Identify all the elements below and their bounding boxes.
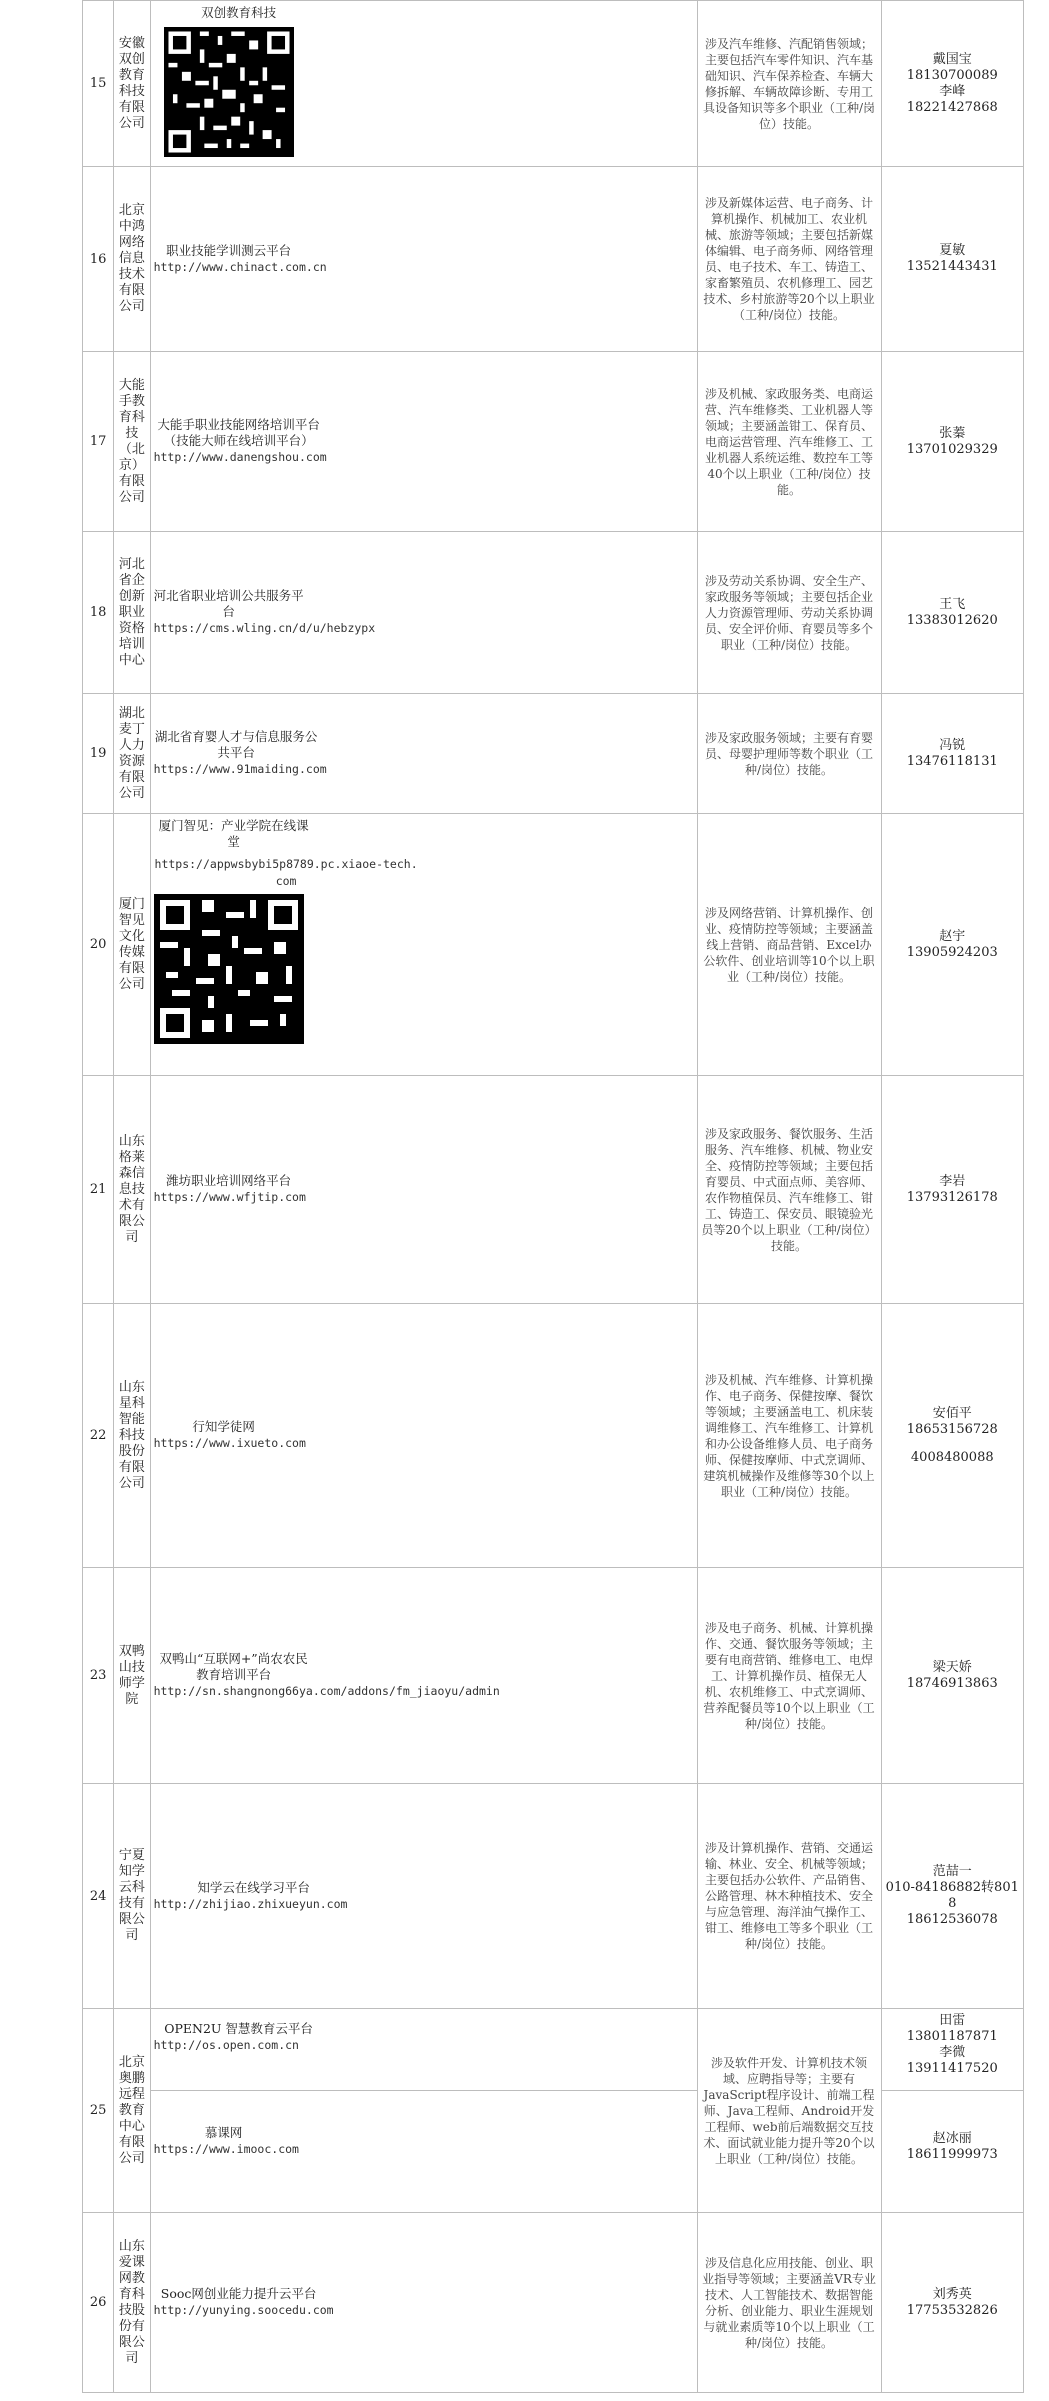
contact-phone: 13701029329	[906, 441, 998, 457]
platform-cell	[150, 1784, 697, 2009]
table-row	[83, 1568, 1024, 1784]
contact-phone: 13521443431	[906, 259, 998, 274]
training-scope: 涉及电子商务、机械、计算机操作、交通、餐饮服务等领域；主要有电商营销、维修电工、电焊工、计算机操作员、植保无人机、农机维修工、中式烹调师、营养配餐员等10个以上职业（工种/岗位）技能。	[697, 1568, 881, 1784]
platform-name: 河北省职业培训公共服务平台	[153, 588, 304, 619]
platform-url[interactable]: http://yunying.soocedu.com	[153, 2303, 334, 2317]
row-number: 22	[83, 1304, 114, 1568]
contact-cell	[881, 1076, 1023, 1304]
contact-cell	[881, 352, 1023, 532]
contact-name: 刘秀英	[932, 2286, 972, 2302]
platform-url[interactable]: http://www.danengshou.com	[153, 450, 327, 464]
platform-name: 行知学徒网	[192, 1419, 255, 1434]
platform-cell	[150, 1568, 697, 1784]
contact-cell	[881, 814, 1023, 1076]
platform-cell	[150, 532, 697, 694]
platform-url[interactable]: https://www.91maiding.com	[153, 762, 327, 776]
org-name: 双鸭山技师学院	[114, 1568, 150, 1784]
training-scope: 涉及网络营销、计算机操作、创业、疫情防控等领域；主要涵盖线上营销、商品营销、Excel办公软件、创业培训等10个以上职业（工种/岗位）技能。	[697, 814, 881, 1076]
platform-entry	[151, 2009, 697, 2090]
table-row	[83, 814, 1024, 1076]
row-number: 19	[83, 694, 114, 814]
platform-cell	[150, 814, 697, 1076]
contact-name: 李峰	[939, 83, 966, 99]
training-scope: 涉及信息化应用技能、创业、职业指导等领域；主要涵盖VR专业技术、人工智能技术、数据智能分析、创业能力、职业生涯规划与就业素质等10个以上职业（工种/岗位）技能。	[697, 2213, 881, 2393]
contact-phone: 13476118131	[906, 753, 998, 769]
platform-url[interactable]: http://sn.shangnong66ya.com/addons/fm_jiaoyu/admin	[153, 1684, 500, 1698]
contact-name: 赵冰丽	[932, 2131, 972, 2146]
org-name: 河北省企创新职业资格培训中心	[114, 532, 150, 694]
contact-group	[882, 2090, 1023, 2212]
platform-name: 潍坊职业培训网络平台	[166, 1173, 292, 1188]
platform-cell	[150, 1076, 697, 1304]
org-name: 厦门智见文化传媒有限公司	[114, 814, 150, 1076]
platform-name: 双创教育科技	[201, 5, 277, 20]
platform-url[interactable]: https://www.wfjtip.com	[153, 1190, 306, 1204]
platform-name: 厦门智见：产业学院在线课堂	[158, 818, 309, 849]
table-row	[83, 167, 1024, 352]
training-scope: 涉及家政服务领域；主要有育婴员、母婴护理师等数个职业（工种/岗位）技能。	[697, 694, 881, 814]
platform-cell	[150, 167, 697, 352]
contact-cell	[881, 694, 1023, 814]
platform-cell	[150, 2213, 697, 2393]
contact-cell	[881, 1568, 1023, 1784]
qr-code-icon	[164, 27, 294, 157]
row-number: 20	[83, 814, 114, 1076]
platform-entry	[151, 2090, 697, 2212]
contact-phone: 18612536078	[906, 1912, 998, 1927]
contact-name: 张蓁	[939, 425, 966, 441]
table-row	[83, 352, 1024, 532]
training-scope: 涉及计算机操作、营销、交通运输、林业、安全、机械等领域；主要包括办公软件、产品销售、公路管理、林木种植技术、安全与应急管理、海洋油气操作工、钳工、维修电工等多个职业（工种/岗位）技能。	[697, 1784, 881, 2009]
platform-url[interactable]: https://cms.wling.cn/d/u/hebzypx	[153, 621, 376, 635]
training-scope: 涉及新媒体运营、电子商务、计算机操作、机械加工、农业机械、旅游等领域；主要包括新媒体编辑、电子商务师、网络管理员、电子技术、车工、铸造工、家畜繁殖员、农机修理工、园艺技术、乡村旅游等20个以上职业（工种/岗位）技能。	[697, 167, 881, 352]
table-row	[83, 2009, 1024, 2213]
training-platform-table	[82, 0, 1024, 2393]
contact-group	[882, 2009, 1023, 2090]
org-name: 大能手教育科技（北京）有限公司	[114, 352, 150, 532]
contact-phone: 13911417520	[906, 2061, 998, 2076]
platform-name: Sooc网创业能力提升云平台	[160, 2286, 317, 2301]
contact-phone: 13905924203	[906, 944, 998, 960]
platform-url[interactable]: http://zhijiao.zhixueyun.com	[153, 1896, 348, 1911]
platform-cell	[150, 352, 697, 532]
row-number: 23	[83, 1568, 114, 1784]
platform-cell	[150, 694, 697, 814]
platform-url[interactable]: http://www.chinact.com.cn	[153, 259, 327, 274]
platform-url[interactable]: http://os.open.com.cn	[153, 2038, 299, 2052]
org-name: 山东爱课网教育科技股份有限公司	[114, 2213, 150, 2393]
org-name: 山东星科智能科技股份有限公司	[114, 1304, 150, 1568]
platform-name: 湖北省育婴人才与信息服务公共平台	[154, 729, 318, 760]
org-name: 山东格莱森信息技术有限公司	[114, 1076, 150, 1304]
platform-cell	[150, 1, 697, 167]
contact-cell	[881, 1, 1023, 167]
platform-url[interactable]: https://www.ixueto.com	[153, 1436, 306, 1450]
table-row	[83, 1, 1024, 167]
contact-phone: 18130700089	[906, 67, 998, 83]
training-scope: 涉及汽车维修、汽配销售领域；主要包括汽车零件知识、汽车基础知识、汽车保养检查、车辆大修拆解、车辆故障诊断、专用工具设备知识等多个职业（工种/岗位）技能。	[697, 1, 881, 167]
contact-name: 范喆一	[932, 1864, 972, 1879]
contact-cell	[881, 2009, 1023, 2213]
contact-cell	[881, 167, 1023, 352]
platform-name: 大能手职业技能网络培训平台（技能大师在线培训平台）	[157, 417, 320, 448]
contact-name: 安佰平	[932, 1405, 972, 1421]
row-number: 21	[83, 1076, 114, 1304]
contact-phone: 17753532826	[906, 2302, 998, 2318]
contact-phone: 4008480088	[910, 1449, 994, 1465]
row-number: 24	[83, 1784, 114, 2009]
platform-name: 双鸭山“互联网+”尚农农民教育培训平台	[159, 1651, 308, 1682]
table-row	[83, 694, 1024, 814]
contact-name: 冯锐	[939, 737, 966, 753]
table-row	[83, 2213, 1024, 2393]
org-name: 安徽双创教育科技有限公司	[114, 1, 150, 167]
platform-cell	[150, 1304, 697, 1568]
row-number: 17	[83, 352, 114, 532]
contact-phone: 010-84186882转8018	[885, 1880, 1019, 1911]
contact-phone: 18746913863	[906, 1675, 998, 1691]
training-scope: 涉及家政服务、餐饮服务、生活服务、汽车维修、机械、物业安全、疫情防控等领域；主要包括育婴员、中式面点师、美容师、农作物植保员、汽车维修工、钳工、铸造工、保安员、眼镜验光员等20个以上职业（工种/岗位）技能。	[697, 1076, 881, 1304]
platform-name: 知学云在线学习平台	[197, 1879, 310, 1895]
contact-cell	[881, 1784, 1023, 2009]
table-row	[83, 532, 1024, 694]
contact-phone: 18611999973	[906, 2147, 998, 2162]
org-name: 北京中鸿网络信息技术有限公司	[114, 167, 150, 352]
org-name: 湖北麦丁人力资源有限公司	[114, 694, 150, 814]
org-name: 北京奥鹏远程教育中心有限公司	[114, 2009, 150, 2213]
platform-name: 慕课网	[204, 2125, 243, 2140]
contact-name: 赵宇	[939, 928, 966, 944]
training-scope: 涉及机械、汽车维修、计算机操作、电子商务、保健按摩、餐饮等领域；主要涵盖电工、机床装调维修工、汽车维修工、计算机和办公设备维修人员、电子商务师、保健按摩师、中式烹调师、建筑机械操作及维修等30个以上职业（工种/岗位）技能。	[697, 1304, 881, 1568]
row-number: 18	[83, 532, 114, 694]
contact-cell	[881, 2213, 1023, 2393]
contact-name: 戴国宝	[932, 51, 972, 67]
contact-name: 王飞	[939, 596, 966, 612]
contact-phone: 13801187871	[906, 2029, 998, 2044]
contact-phone: 13793126178	[906, 1189, 998, 1205]
contact-phone: 18653156728	[906, 1421, 998, 1437]
qr-code-icon	[154, 894, 304, 1044]
row-number: 16	[83, 167, 114, 352]
row-number: 25	[83, 2009, 114, 2213]
contact-name: 李岩	[939, 1173, 966, 1189]
row-number: 15	[83, 1, 114, 167]
training-scope: 涉及机械、家政服务类、电商运营、汽车维修类、工业机器人等领域；主要涵盖钳工、保育员、电商运营管理、汽车维修工、工业机器人系统运维、数控车工等40个以上职业（工种/岗位）技能。	[697, 352, 881, 532]
platform-url[interactable]: https://www.imooc.com	[153, 2142, 299, 2156]
platform-url[interactable]: https://appwsbybi5p8789.pc.xiaoe-tech.com	[154, 857, 418, 888]
contact-cell	[881, 532, 1023, 694]
contact-phone: 13383012620	[906, 612, 998, 628]
table-row	[83, 1304, 1024, 1568]
contact-name: 田雷	[939, 2013, 966, 2028]
table-row	[83, 1076, 1024, 1304]
contact-name: 梁天娇	[932, 1659, 972, 1675]
platform-cell	[150, 2009, 697, 2213]
table-row	[83, 1784, 1024, 2009]
org-name: 宁夏知学云科技有限公司	[114, 1784, 150, 2009]
platform-name: 职业技能学训测云平台	[166, 242, 292, 258]
training-scope: 涉及软件开发、计算机技术领域、应聘指导等；主要有JavaScript程序设计、前端工程师、Java工程师、Android开发工程师、web前后端数据交互技术、面试就业能力提升等20个以上职业（工种/岗位）技能。	[697, 2009, 881, 2213]
training-scope: 涉及劳动关系协调、安全生产、家政服务等领域；主要包括企业人力资源管理师、劳动关系协调员、安全评价师、育婴员等多个职业（工种/岗位）技能。	[697, 532, 881, 694]
contact-cell	[881, 1304, 1023, 1568]
contact-name: 夏敏	[939, 243, 966, 258]
contact-phone: 18221427868	[906, 99, 998, 115]
platform-name: OPEN2U 智慧教育云平台	[164, 2021, 313, 2036]
row-number: 26	[83, 2213, 114, 2393]
contact-name: 李微	[939, 2045, 966, 2060]
